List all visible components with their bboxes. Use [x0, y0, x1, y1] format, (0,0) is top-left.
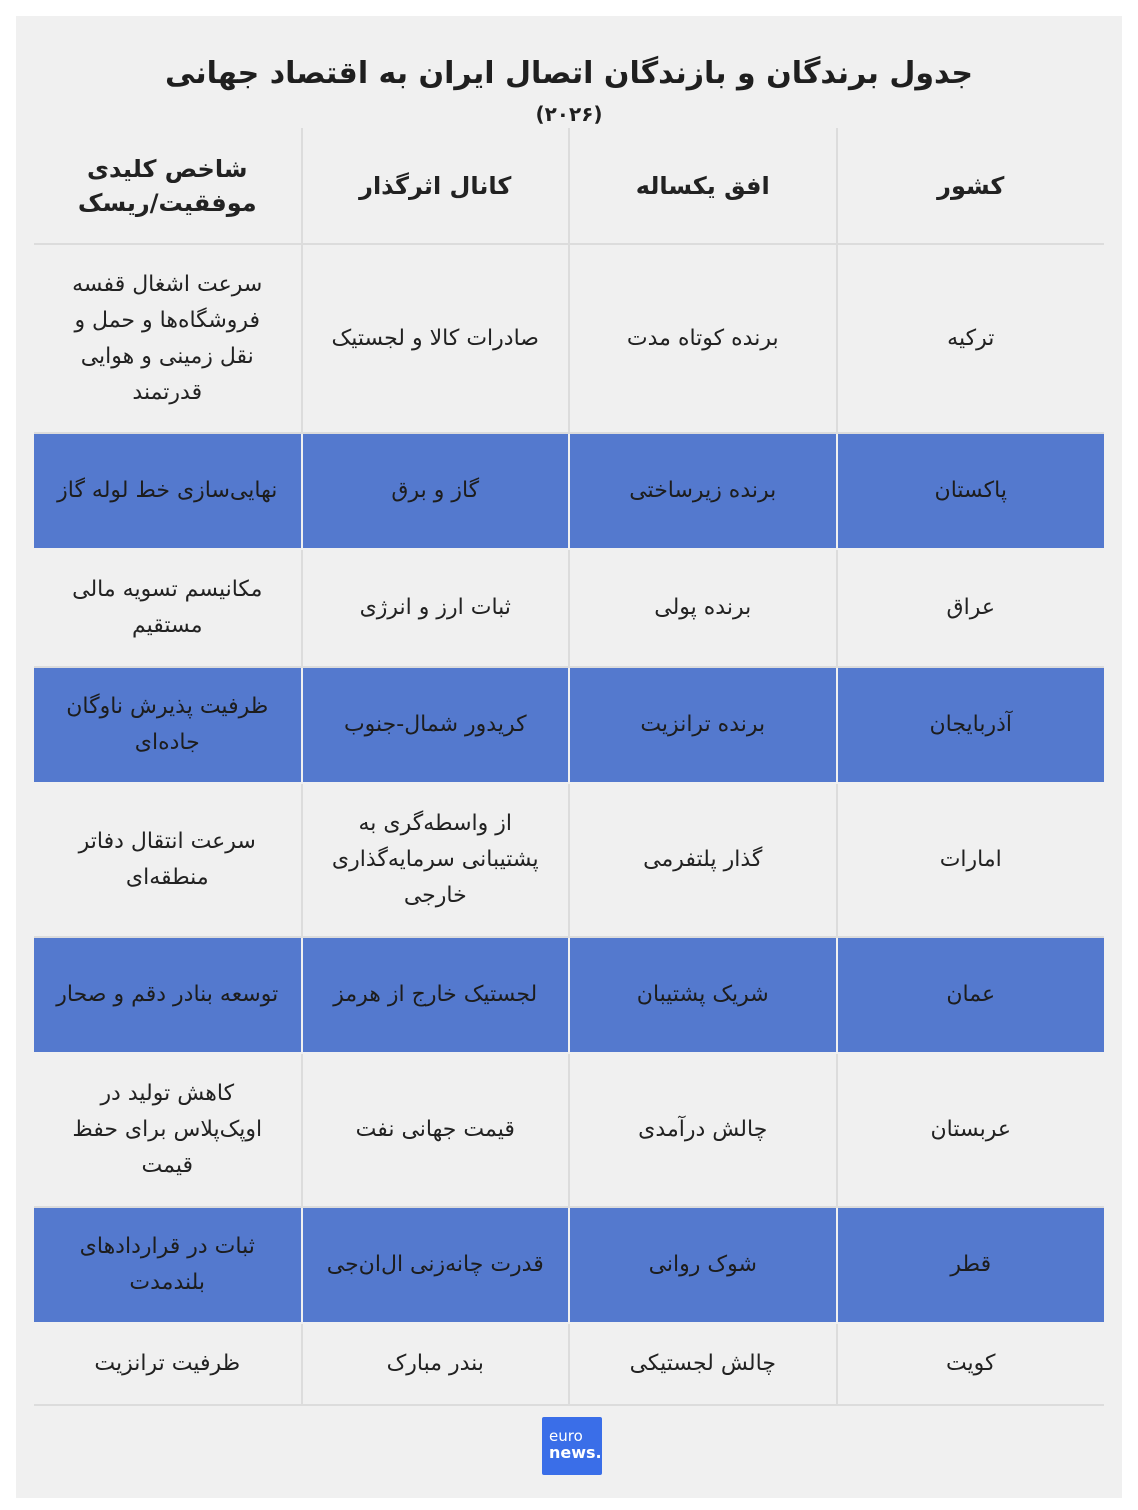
- cell-horizon: گذار پلتفرمی: [569, 783, 837, 937]
- table-header-row: [34, 128, 1104, 244]
- cell-channel: لجستیک خارج از هرمز: [302, 937, 570, 1053]
- cell-horizon: برنده ترانزیت: [569, 667, 837, 783]
- table-row: [34, 1207, 1104, 1323]
- cell-channel: قدرت چانه‌زنی ال‌ان‌جی: [302, 1207, 570, 1323]
- table-row: [34, 1053, 1104, 1207]
- page-title: جدول برندگان و بازندگان اتصال ایران به اقتصاد جهانی: [164, 56, 974, 91]
- cell-channel: قیمت جهانی نفت: [302, 1053, 570, 1207]
- infographic-card: [16, 16, 1122, 1498]
- table-row: [34, 783, 1104, 937]
- cell-indicator: ثبات در قراردادهای بلندمدت: [34, 1207, 302, 1323]
- cell-horizon: برنده پولی: [569, 549, 837, 667]
- cell-channel: گاز و برق: [302, 433, 570, 549]
- table-row: [34, 667, 1104, 783]
- cell-horizon: شوک روانی: [569, 1207, 837, 1323]
- header-channel: کانال اثرگذار: [302, 128, 570, 244]
- table-row: [34, 549, 1104, 667]
- header-horizon: افق یکساله: [569, 128, 837, 244]
- cell-horizon: برنده کوتاه مدت: [569, 244, 837, 433]
- euronews-logo: [542, 1417, 602, 1475]
- cell-indicator: سرعت انتقال دفاتر منطقه‌ای: [34, 783, 302, 937]
- cell-channel: صادرات کالا و لجستیک: [302, 244, 570, 433]
- logo-line-2: news.: [549, 1443, 602, 1462]
- page-subtitle: (۲۰۲۶): [535, 102, 603, 126]
- table-row: [34, 433, 1104, 549]
- cell-channel: از واسطه‌گری به پشتیبانی سرمایه‌گذاری خارجی: [302, 783, 570, 937]
- cell-indicator: سرعت اشغال قفسه فروشگاه‌ها و حمل و نقل زمینی و هوایی قدرتمند: [34, 244, 302, 433]
- table-row: [34, 1323, 1104, 1405]
- table-row: [34, 937, 1104, 1053]
- cell-indicator: توسعه بنادر دقم و صحار: [34, 937, 302, 1053]
- cell-country: عربستان: [837, 1053, 1105, 1207]
- cell-country: ترکیه: [837, 244, 1105, 433]
- cell-channel: کریدور شمال-جنوب: [302, 667, 570, 783]
- cell-channel: ثبات ارز و انرژی: [302, 549, 570, 667]
- cell-indicator: نهایی‌سازی خط لوله گاز: [34, 433, 302, 549]
- cell-horizon: چالش درآمدی: [569, 1053, 837, 1207]
- cell-country: عراق: [837, 549, 1105, 667]
- cell-indicator: کاهش تولید در اوپک‌پلاس برای حفظ قیمت: [34, 1053, 302, 1207]
- logo-line-1: euro: [549, 1427, 583, 1445]
- cell-country: امارات: [837, 783, 1105, 937]
- header-country: کشور: [837, 128, 1105, 244]
- header-indicator: شاخص کلیدی موفقیت/ریسک: [34, 128, 302, 244]
- cell-country: قطر: [837, 1207, 1105, 1323]
- cell-indicator: ظرفیت ترانزیت: [34, 1323, 302, 1405]
- cell-indicator: ظرفیت پذیرش ناوگان جاده‌ای: [34, 667, 302, 783]
- cell-country: کویت: [837, 1323, 1105, 1405]
- cell-channel: بندر مبارک: [302, 1323, 570, 1405]
- cell-horizon: برنده زیرساختی: [569, 433, 837, 549]
- cell-indicator: مکانیسم تسویه مالی مستقیم: [34, 549, 302, 667]
- winners-losers-table: [34, 128, 1104, 1406]
- cell-country: پاکستان: [837, 433, 1105, 549]
- cell-country: آذربایجان: [837, 667, 1105, 783]
- cell-horizon: چالش لجستیکی: [569, 1323, 837, 1405]
- cell-country: عمان: [837, 937, 1105, 1053]
- table-row: [34, 244, 1104, 433]
- cell-horizon: شریک پشتیبان: [569, 937, 837, 1053]
